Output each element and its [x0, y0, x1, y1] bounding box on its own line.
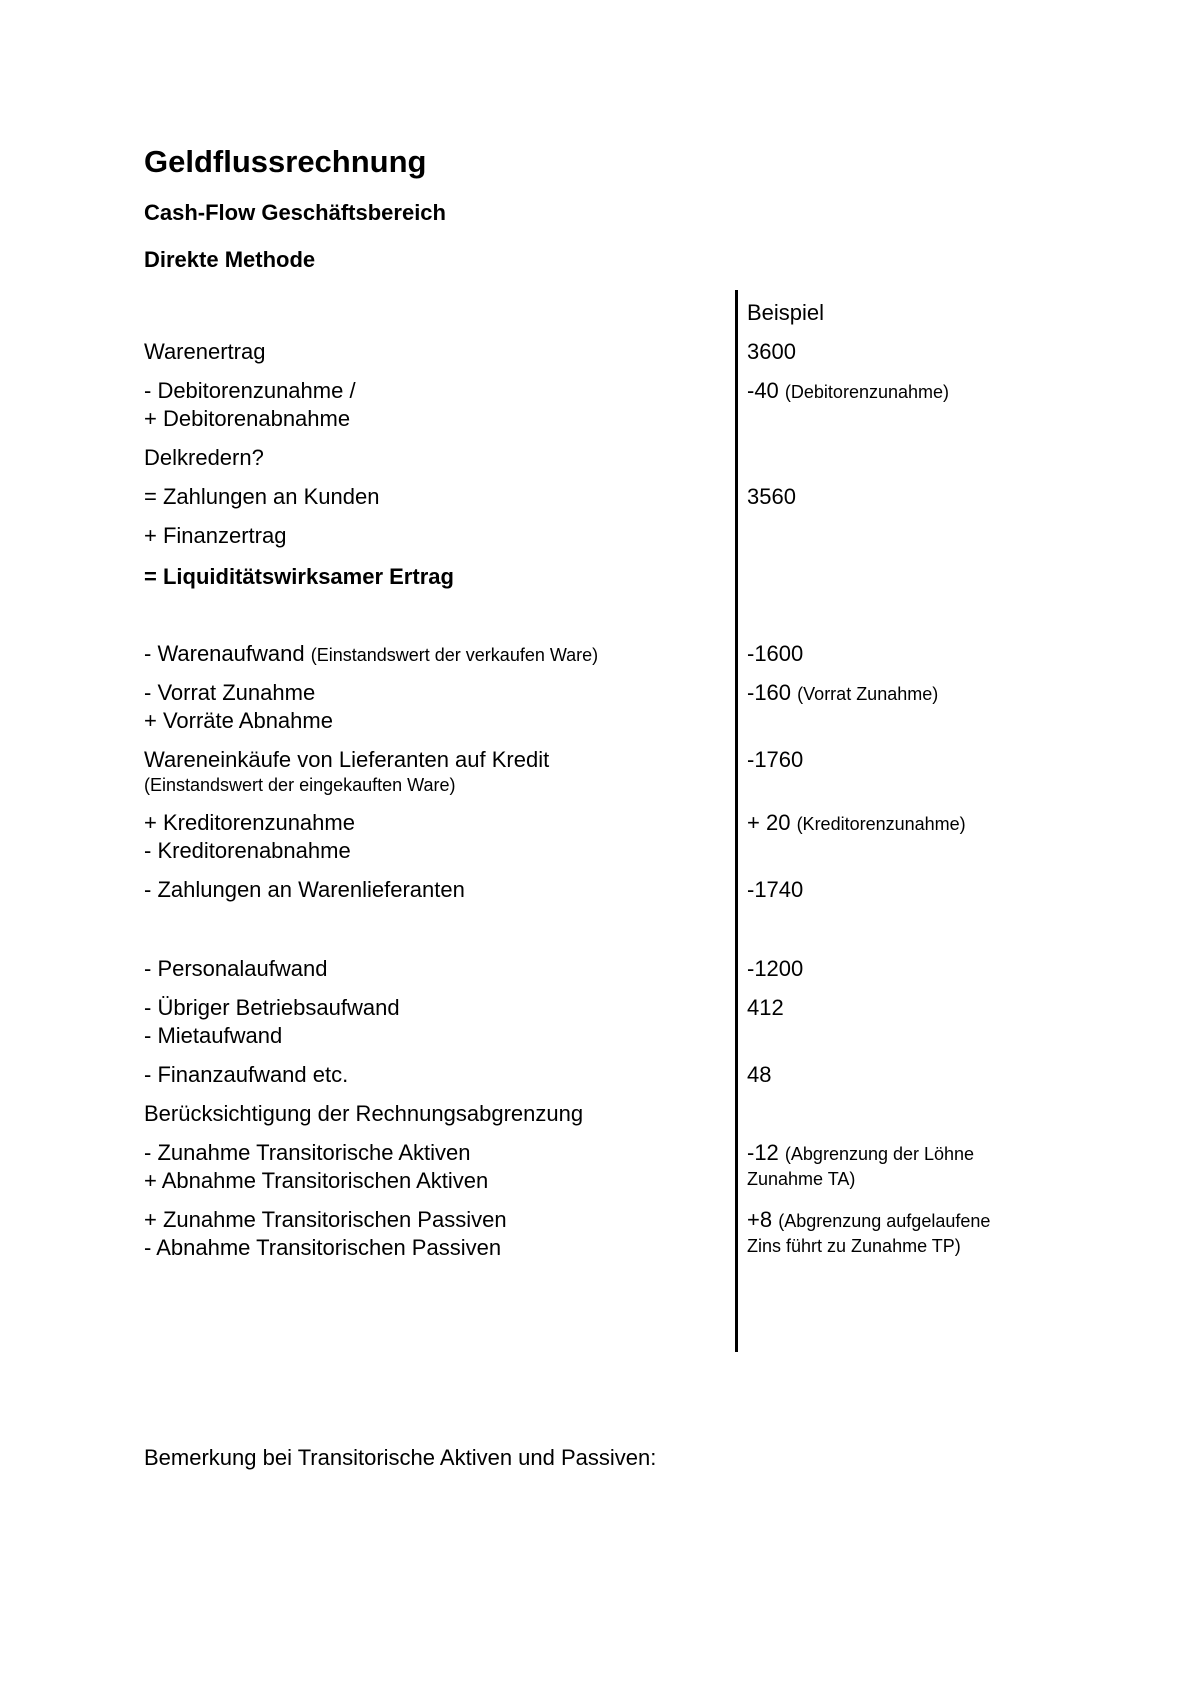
- row-value: -160: [747, 680, 792, 705]
- row-value: -1600: [747, 641, 804, 666]
- row-value: -12: [747, 1140, 779, 1165]
- row-value: -40: [747, 378, 779, 403]
- row-label: = Zahlungen an Kunden: [144, 484, 380, 509]
- row-label-line2: + Debitorenabnahme: [144, 406, 351, 431]
- row-note-line2: Zins führt zu Zunahme TP): [747, 1236, 961, 1256]
- row-note: (Debitorenzunahme): [784, 382, 950, 402]
- method-subtitle: Direkte Methode: [144, 247, 316, 272]
- row-label: - Zunahme Transitorische Aktiven: [144, 1140, 471, 1165]
- row-label: + Zunahme Transitorischen Passiven: [144, 1207, 507, 1232]
- section-subtitle: Cash-Flow Geschäftsbereich: [144, 200, 446, 225]
- row-note: (Abgrenzung aufgelaufene: [778, 1211, 991, 1231]
- row-value: 3600: [747, 339, 796, 364]
- remark-text: Bemerkung bei Transitorische Aktiven und Passiven:: [144, 1445, 657, 1470]
- row-label: + Kreditorenzunahme: [144, 810, 355, 835]
- row-value: -1200: [747, 956, 804, 981]
- row-value: -1740: [747, 877, 804, 902]
- row-label: - Vorrat Zunahme: [144, 680, 316, 705]
- row-label-line2: + Vorräte Abnahme: [144, 708, 333, 733]
- row-value: 48: [747, 1062, 772, 1087]
- row-note: (Abgrenzung der Löhne: [784, 1144, 975, 1164]
- page-title: Geldflussrechnung: [144, 144, 427, 179]
- row-value: 412: [747, 995, 784, 1020]
- row-label: - Finanzaufwand etc.: [144, 1062, 349, 1087]
- row-note-line2: Zunahme TA): [747, 1169, 856, 1189]
- row-label-line2: - Abnahme Transitorischen Passiven: [144, 1235, 502, 1260]
- row-value: -1760: [747, 747, 804, 772]
- row-value: +8: [747, 1207, 773, 1232]
- row-label: - Zahlungen an Warenlieferanten: [144, 877, 465, 902]
- row-label-total: = Liquiditätswirksamer Ertrag: [144, 564, 454, 589]
- row-label: - Debitorenzunahme /: [144, 378, 356, 403]
- column-divider: [735, 290, 738, 1352]
- row-label: Warenertrag: [144, 339, 266, 364]
- row-label: Berücksichtigung der Rechnungsabgrenzung: [144, 1101, 584, 1126]
- row-note: (Vorrat Zunahme): [797, 684, 939, 704]
- row-label-line2: - Mietaufwand: [144, 1023, 283, 1048]
- row-value: 3560: [747, 484, 796, 509]
- row-label: Delkredern?: [144, 445, 264, 470]
- row-note: (Kreditorenzunahme): [796, 814, 966, 834]
- row-label: - Personalaufwand: [144, 956, 328, 981]
- row-label: + Finanzertrag: [144, 523, 287, 548]
- row-label: - Übriger Betriebsaufwand: [144, 995, 400, 1020]
- row-label: - Warenaufwand: [144, 641, 305, 666]
- row-label-note: (Einstandswert der eingekauften Ware): [144, 775, 456, 795]
- column-header: Beispiel: [747, 300, 825, 325]
- row-label-line2: + Abnahme Transitorischen Aktiven: [144, 1168, 489, 1193]
- row-label: Wareneinkäufe von Lieferanten auf Kredit: [144, 747, 550, 772]
- row-value: + 20: [747, 810, 791, 835]
- row-label-line2: - Kreditorenabnahme: [144, 838, 351, 863]
- row-label-note: (Einstandswert der verkaufen Ware): [310, 645, 599, 665]
